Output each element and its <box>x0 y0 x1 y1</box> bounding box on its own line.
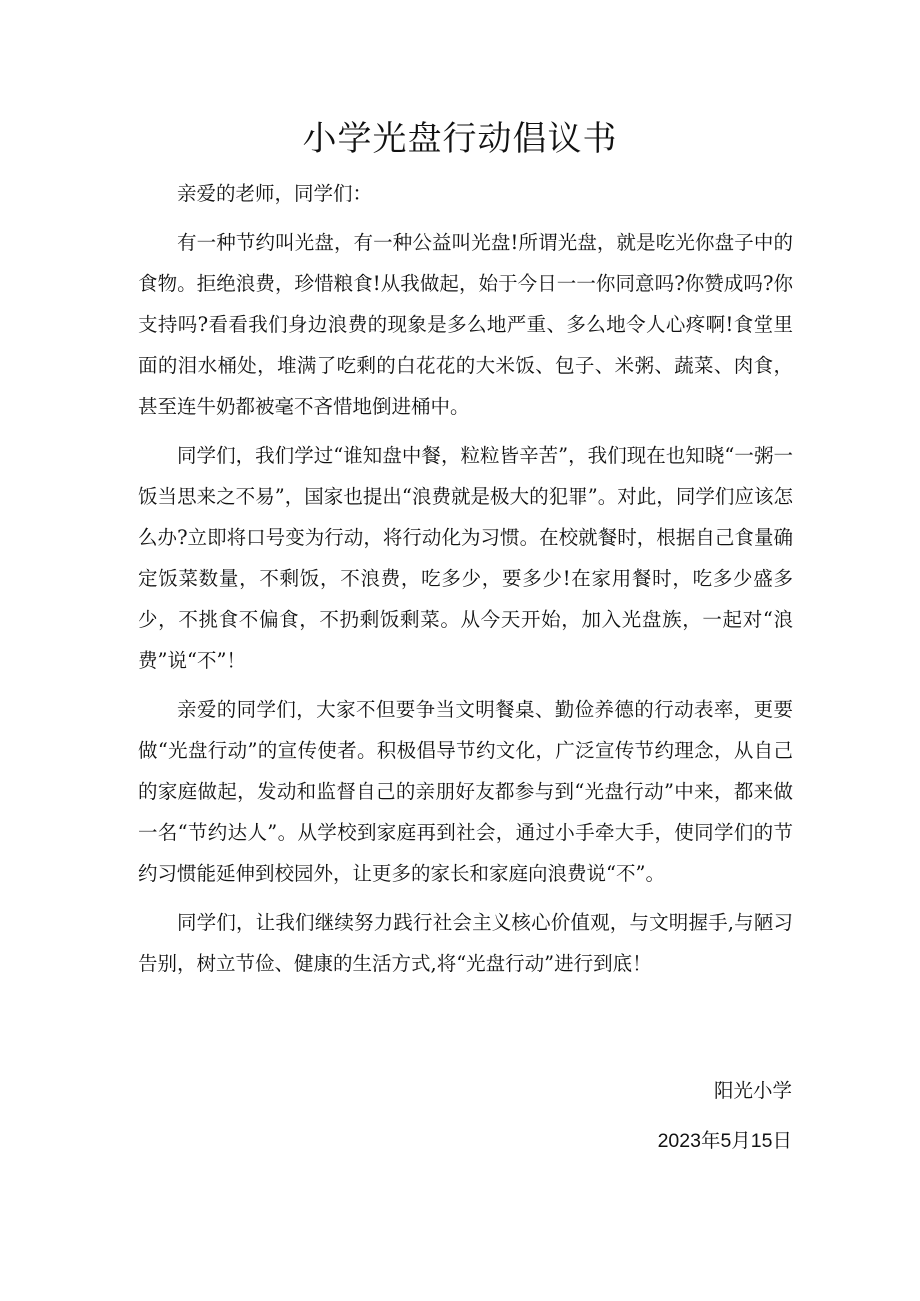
document-body <box>138 173 793 992</box>
signature: 阳光小学 <box>713 1079 792 1102</box>
paragraph-3: 亲爱的同学们，大家不但要争当文明餐桌、勤俭养德的行动表率，更要做“光盘行动”的宣传使者。积极倡导节约文化，广泛宣传节约理念，从自己的家庭做起，发动和监督自己的亲朋好友都参与到“光盘行动”中来，都来做一名“节约达人”。从学校到家庭再到社会，通过小手牵大手，使同学们的节约习惯能延伸到校园外，让更多的家长和家庭向浪费说“不”。 <box>138 698 793 885</box>
paragraph-2: 同学们，我们学过“谁知盘中餐，粒粒皆辛苦”，我们现在也知晓“一粥一饭当思来之不易”，国家也提出“浪费就是极大的犯罪”。对此，同学们应该怎么办?立即将口号变为行动，将行动化为习惯。在校就餐时，根据自己食量确定饭菜数量，不剩饭，不浪费，吃多少，要多少!在家用餐时，吃多少盛多少，不挑食不偏食，不扔剩饭剩菜。从今天开始，加入光盘族，一起对“浪费”说“不”！ <box>138 444 793 672</box>
paragraph-1: 有一种节约叫光盘，有一种公益叫光盘!所谓光盘，就是吃光你盘子中的食物。拒绝浪费，珍惜粮食!从我做起，始于今日一一你同意吗?你赞成吗?你支持吗?看看我们身边浪费的现象是多么地严重、多么地令人心疼啊!食堂里面的泪水桶处，堆满了吃剩的白花花的大米饭、包子、米粥、蔬菜、肉食，甚至连牛奶都被毫不吝惜地倒进桶中。 <box>138 231 793 418</box>
paragraph-4: 同学们，让我们继续努力践行社会主义核心价值观，与文明握手,与陋习告别，树立节俭、健康的生活方式,将“光盘行动”进行到底！ <box>138 911 793 975</box>
salutation: 亲爱的老师，同学们： <box>177 182 373 205</box>
document-date: 2023年5月15日 <box>657 1130 792 1152</box>
document-title: 小学光盘行动倡议书 <box>302 119 618 159</box>
